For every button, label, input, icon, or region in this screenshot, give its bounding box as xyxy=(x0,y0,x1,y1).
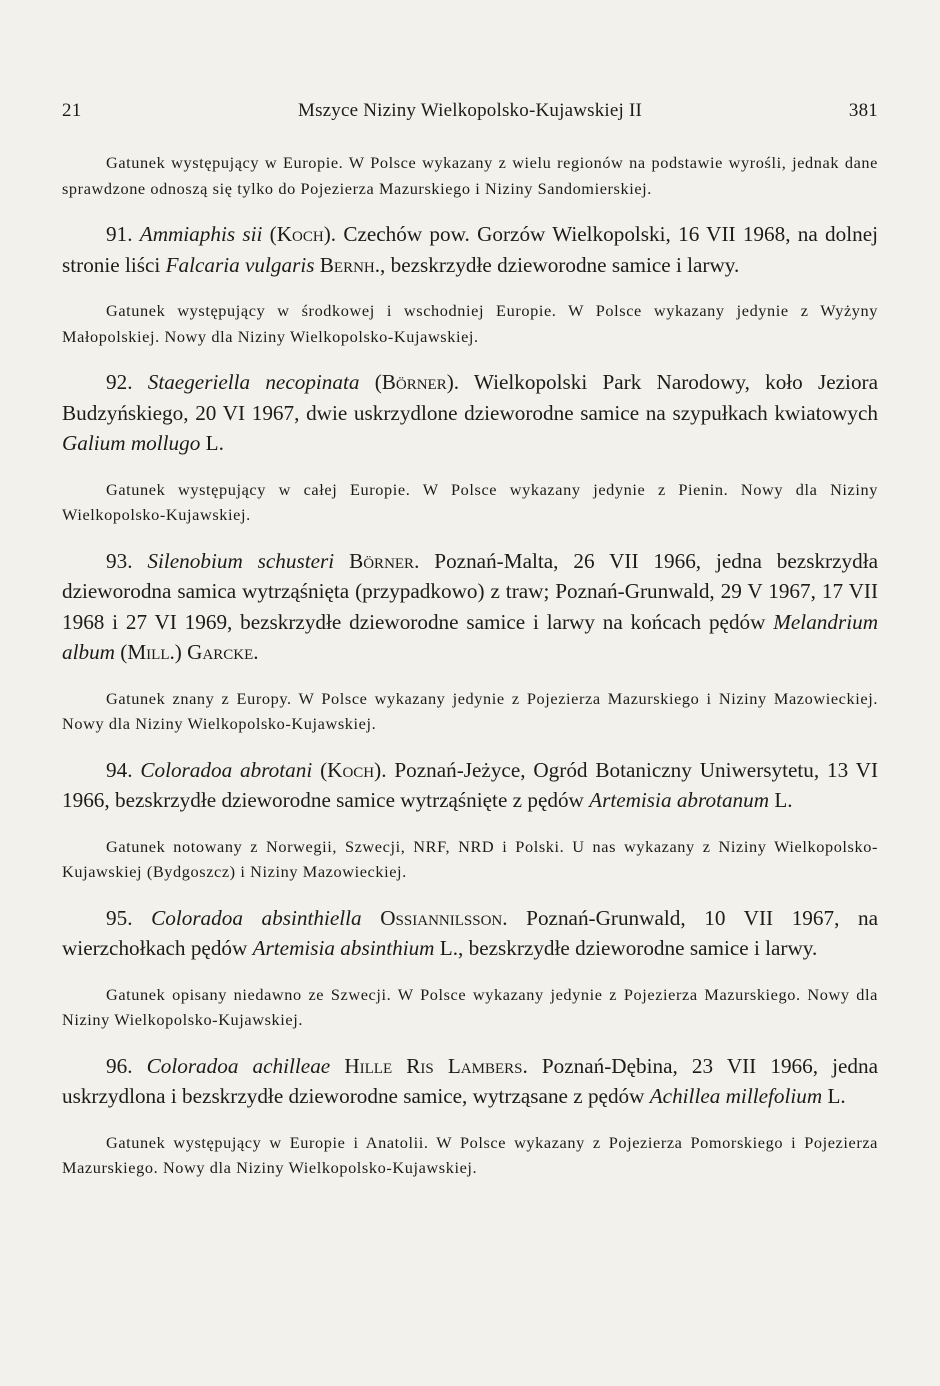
entry-96-note: Gatunek występujący w Europie i Anatolii. W Polsce wykazany z Pojezierza Pomorskiego i Pojezierza Mazurskiego. Nowy dla Niziny Wielkopolsko-Kujawskiej. xyxy=(62,1132,878,1177)
running-header xyxy=(62,100,878,128)
species-author: Ossiannilsson xyxy=(380,905,503,930)
entry-93: 93. Silenobium schusteri Börner. Poznań-Malta, 26 VII 1966, jedna bezskrzydła dzieworodna samica wytrząśnięta (przypadkowo) z traw; Poznań-Grunwald, 29 V 1967, 17 VII 1968 i 27 VI 1969, bezskrzydłe dzieworodne samice i larwy na końcach pędów Melandrium album (Mill.) Garcke. xyxy=(62,548,878,664)
species-author: Koch xyxy=(276,222,324,246)
entry-92-note: Gatunek występujący w całej Europie. W Polsce wykazany jedynie z Pienin. Nowy dla Niziny Wielkopolsko-Kujawskiej. xyxy=(62,479,878,524)
intro-note: Gatunek występujący w Europie. W Polsce wykazany z wielu regionów na podstawie wyrośli, jednak dane sprawdzone odnoszą się tylko do Pojezierza Mazurskiego i Niziny Sandomierskiej. xyxy=(62,153,878,198)
entry-93-note: Gatunek znany z Europy. W Polsce wykazany jedynie z Pojezierza Mazurskiego i Niziny Mazowieckiej. Nowy dla Niziny Wielkopolsko-Kujawskiej. xyxy=(62,688,878,733)
species-name: Coloradoa absinthiella xyxy=(151,905,362,930)
entry-number: 94. xyxy=(106,757,133,782)
running-title: Mszyce Niziny Wielkopolsko-Kujawskiej II xyxy=(297,100,643,121)
entry-94-note: Gatunek notowany z Norwegii, Szwecji, NRF, NRD i Polski. U nas wykazany z Niziny Wielkopolsko-Kujawskiej (Bydgoszcz) i Niziny Mazowieckiej. xyxy=(62,836,878,881)
species-name: Coloradoa abrotani xyxy=(140,757,313,782)
host-plant: Melandrium album xyxy=(62,609,878,664)
host-author: L xyxy=(439,936,453,960)
entry-96: 96. Coloradoa achilleae Hille Ris Lambers. Poznań-Dębina, 23 VII 1966, jedna uskrzydlona i bezskrzydłe dzieworodne samice, wytrząsane z pędów Achillea millefolium L. xyxy=(62,1053,879,1108)
species-author: Börner xyxy=(349,548,415,573)
host-plant: Galium mollugo xyxy=(62,431,201,455)
entry-95-note: Gatunek opisany niedawno ze Szwecji. W Polsce wykazany jedynie z Pojezierza Mazurskiego. Nowy dla Niziny Wielkopolsko-Kujawskiej. xyxy=(62,984,878,1029)
host-author: Bernh. xyxy=(319,252,381,277)
page-body xyxy=(62,150,878,1181)
entry-number: 92. xyxy=(106,370,133,394)
host-author: L xyxy=(774,788,788,812)
host-plant: Artemisia absinthium xyxy=(252,936,435,960)
entry-91-note: Gatunek występujący w środkowej i wschodniej Europie. W Polsce wykazany jedynie z Wyżyny Małopolskiej. Nowy dla Niziny Wielkopolsko-Kujawskiej. xyxy=(62,301,878,346)
species-name: Ammiaphis sii xyxy=(139,222,263,246)
species-name: Coloradoa achilleae xyxy=(146,1053,331,1078)
entry-95: 95. Coloradoa absinthiella Ossiannilsson. Poznań-Grunwald, 10 VII 1967, na wierzchołkach pędów Artemisia absinthium L., bezskrzydłe dzieworodne samice i larwy. xyxy=(62,905,879,960)
entry-91: 91. Ammiaphis sii (Koch). Czechów pow. Gorzów Wielkopolski, 16 VII 1968, na dolnej stronie liści Falcaria vulgaris Bernh., bezskrzydłe dzieworodne samice i larwy. xyxy=(62,222,878,277)
entry-number: 96. xyxy=(106,1053,133,1078)
host-plant: Achillea millefolium xyxy=(649,1084,823,1108)
host-plant: Artemisia abrotanum xyxy=(589,788,770,812)
entry-number: 93. xyxy=(106,548,133,573)
species-name: Staegeriella necopinata xyxy=(147,370,360,394)
host-author: L xyxy=(205,431,219,455)
host-plant: Falcaria vulgaris xyxy=(165,252,315,277)
species-author: Hille Ris Lambers xyxy=(344,1053,523,1078)
entry-92: 92. Staegeriella necopinata (Börner). Wielkopolski Park Narodowy, koło Jeziora Budzyńskiego, 20 VI 1967, dwie uskrzydlone dzieworodne samice na szypułkach kwiatowych Galium mollugo L. xyxy=(62,370,878,455)
entry-94: 94. Coloradoa abrotani (Koch). Poznań-Jeżyce, Ogród Botaniczny Uniwersytetu, 13 VI 1966, bezskrzydłe dzieworodne samice wytrząśnięte z pędów Artemisia abrotanum L. xyxy=(62,757,879,812)
species-author: Börner xyxy=(381,370,447,394)
entry-number: 91. xyxy=(106,222,133,246)
host-author: L xyxy=(827,1084,841,1108)
page-number: 381 xyxy=(848,100,878,121)
header-left-number: 21 xyxy=(62,100,82,121)
species-name: Silenobium schusteri xyxy=(147,548,335,573)
entry-number: 95. xyxy=(106,905,133,930)
host-author: Mill.) Garcke xyxy=(127,640,254,664)
species-author: Koch xyxy=(327,757,375,782)
